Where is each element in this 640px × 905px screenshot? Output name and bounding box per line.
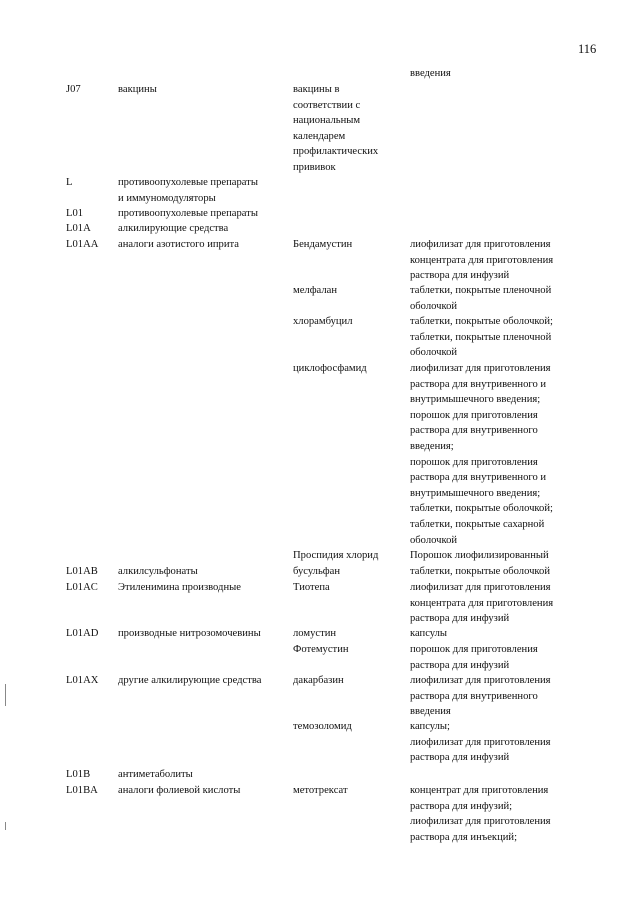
group-name: алкилсульфонаты [118,566,198,577]
group-name: противоопухолевые препараты и иммуномодуляторы [118,177,258,204]
dosage-form: Порошок лиофилизированный [410,550,549,561]
group-name: вакцины [118,84,157,95]
atc-code: J07 [66,84,81,95]
atc-code: L01BA [66,785,98,796]
atc-code: L [66,177,73,188]
drug-name: дакарбазин [293,675,344,686]
group-name: алкилирующие средства [118,223,229,234]
drug-name: ломустин [293,628,337,639]
dosage-form: капсулы [410,628,448,639]
group-name: антиметаболиты [118,769,193,780]
dosage-form: концентрат для приготовления раствора для инфузий; лиофилизат для приготовления раствора для инъекций; [410,785,551,843]
dosage-form: таблетки, покрытые оболочкой [410,566,550,577]
group-name: Этиленимина производные [118,582,241,593]
atc-code: L01A [66,223,91,234]
drug-name: темозоломид [293,721,352,732]
atc-code: L01AD [66,628,99,639]
dosage-form: капсулы; лиофилизат для приготовления раствора для инфузий [410,721,551,764]
drug-name: вакцины в соответствии с национальным календарем профилактических прививок [293,84,379,173]
top-continuation-text: введения [410,68,451,79]
drug-name: хлорамбуцил [293,316,353,327]
atc-code: L01AA [66,239,99,250]
atc-code: L01AC [66,582,98,593]
drug-name: циклофосфамид [293,363,367,374]
dosage-form: лиофилизат для приготовления раствора для внутривенного и внутримышечного введения; порошок для приготовления раствора для внутривенного введения; порошок для приготовления раствора для внутривенного и внутримышечного введения; таблетки, покрытые оболочкой; таблетки, покрытые сахарной оболочкой [410,363,553,546]
atc-code: L01B [66,769,91,780]
dosage-form: лиофилизат для приготовления концентрата для приготовления раствора для инфузий [410,239,554,282]
drug-name: бусульфан [293,566,341,577]
drug-name: Фотемустин [293,644,349,655]
page-number: 116 [578,42,597,56]
dosage-form: порошок для приготовления раствора для инфузий [410,644,538,671]
drug-name: метотрексат [293,785,348,796]
scan-edge-mark [5,822,6,830]
dosage-form: лиофилизат для приготовления раствора для внутривенного введения [410,675,551,718]
atc-code: L01AB [66,566,98,577]
group-name: противоопухолевые препараты [118,208,258,219]
dosage-form: таблетки, покрытые оболочкой; таблетки, покрытые пленочной оболочкой [410,316,553,359]
atc-code: L01AX [66,675,99,686]
group-name: аналоги фолиевой кислоты [118,785,241,796]
scan-edge-mark [5,684,6,706]
group-name: аналоги азотистого иприта [118,239,239,250]
drug-name: Бендамустин [293,239,353,250]
drug-name: Проспидия хлорид [293,550,379,561]
atc-code: L01 [66,208,84,219]
group-name: другие алкилирующие средства [118,675,262,686]
dosage-form: таблетки, покрытые пленочной оболочкой [410,285,552,312]
drug-name: мелфалан [293,285,338,296]
group-name: производные нитрозомочевины [118,628,261,639]
dosage-form: лиофилизат для приготовления концентрата для приготовления раствора для инфузий [410,582,554,625]
drug-name: Тиотепа [293,582,330,593]
